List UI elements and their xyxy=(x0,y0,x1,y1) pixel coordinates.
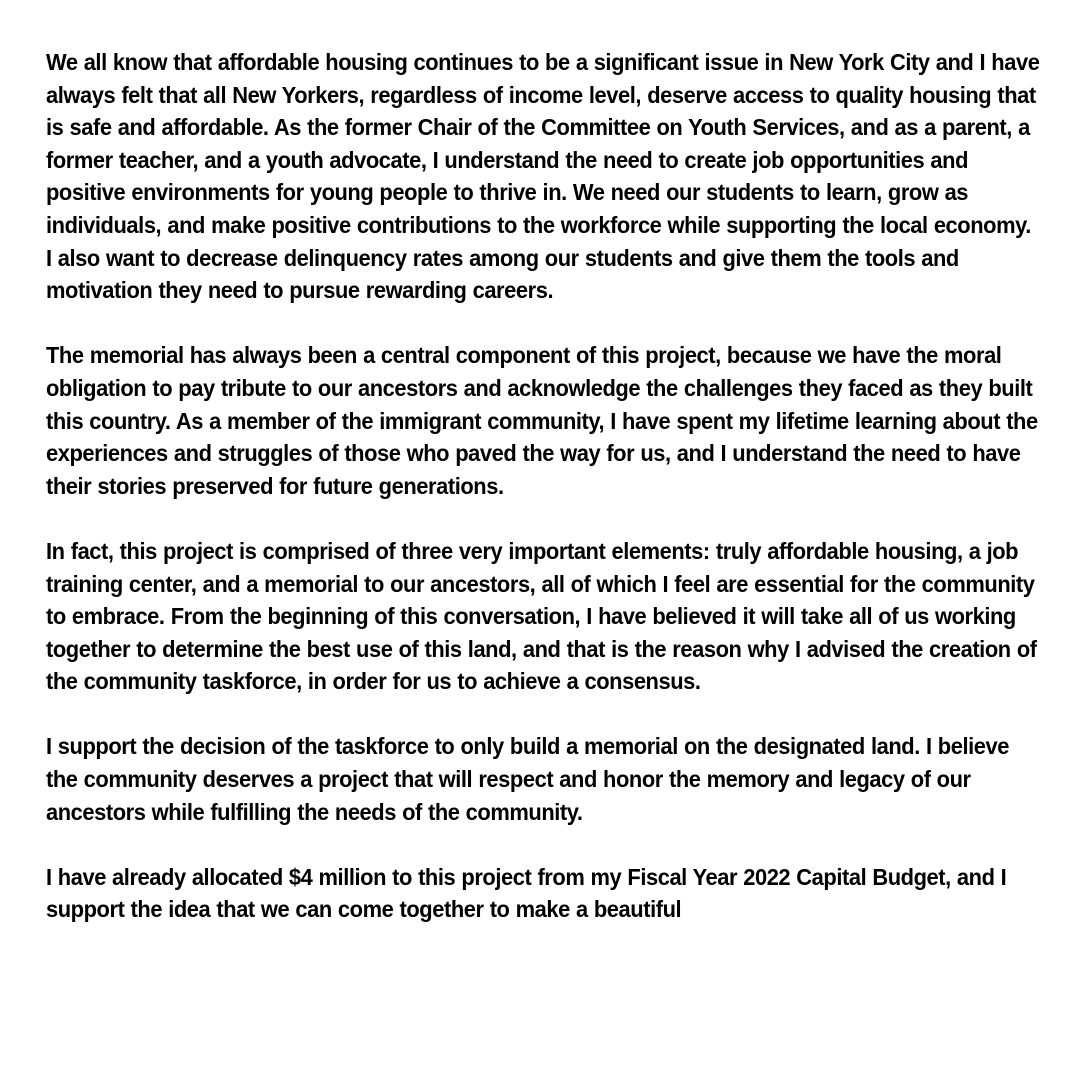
paragraph-affordable-housing: We all know that affordable housing continues to be a significant issue in New York City and I have always felt that all New Yorkers, regardless of income level, deserve access to quality housing that is safe and affordable. As the former Chair of the Committee on Youth Services, and as a parent, a former teacher, and a youth advocate, I understand the need to create job opportunities and positive environments for young people to thrive in. We need our students to learn, grow as individuals, and make positive contributions to the workforce while supporting the local economy. I also want to decrease delinquency rates among our students and give them the tools and motivation they need to pursue rewarding careers. xyxy=(46,49,1040,304)
statement-body xyxy=(46,46,1040,926)
paragraph-memorial: The memorial has always been a central component of this project, because we have the moral obligation to pay tribute to our ancestors and acknowledge the challenges they faced as they built this country. As a member of the immigrant community, I have spent my lifetime learning about the experiences and struggles of those who paved the way for us, and I understand the need to have their stories preserved for future generations. xyxy=(46,342,1038,499)
paragraph-project-elements: In fact, this project is comprised of three very important elements: truly affordable housing, a job training center, and a memorial to our ancestors, all of which I feel are essential for the community to embrace. From the beginning of this conversation, I have believed it will take all of us working together to determine the best use of this land, and that is the reason why I advised the creation of the community taskforce, in order for us to achieve a consensus. xyxy=(46,537,1037,695)
paragraph-capital-budget: I have already allocated $4 million to this project from my Fiscal Year 2022 Capital Budget, and I support the idea that we can come together to make a beautiful xyxy=(46,863,1007,923)
paragraph-taskforce-decision: I support the decision of the taskforce to only build a memorial on the designated land. I believe the community deserves a project that will respect and honor the memory and legacy of our ancestors while fulfilling the needs of the community. xyxy=(46,733,1009,825)
